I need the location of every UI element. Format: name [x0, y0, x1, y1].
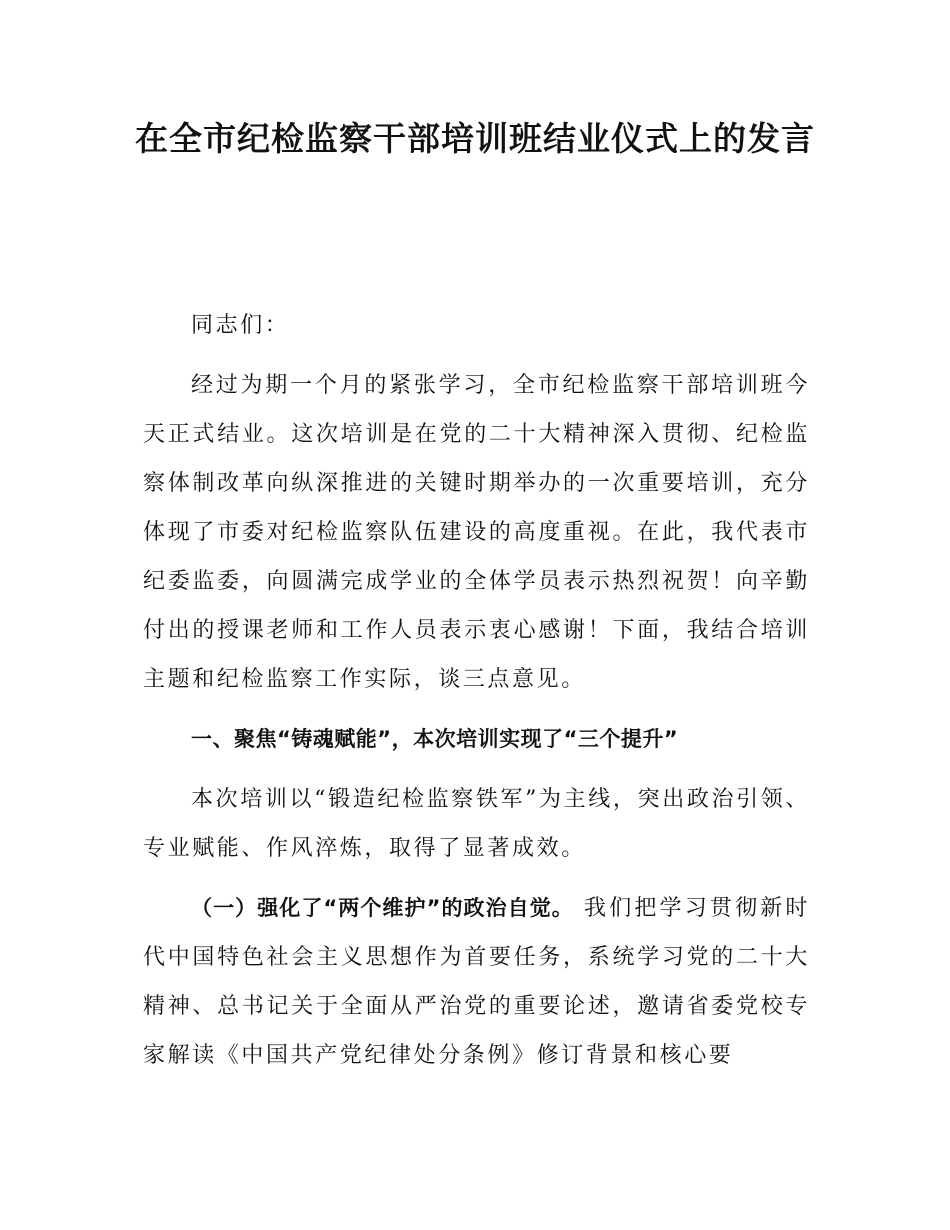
subsection-1-text: 我们把学习贯彻新时代中国特色社会主义思想作为首要任务，系统学习党的二十大精神、总书记关于全面从严治党的重要论述，邀请省委党校专家解读《中国共产党纪律处分条例》修订背景和核心要: [143, 896, 811, 1068]
document-body: [143, 301, 810, 1080]
paragraph-section-1-intro: 本次培训以“锻造纪检监察铁军”为主线，突出政治引领、专业赋能、作风淬炼，取得了显著成效。: [143, 787, 810, 861]
subsection-heading-1: （一）强化了“两个维护”的政治自觉。: [191, 896, 574, 920]
salutation: 同志们：: [191, 313, 290, 338]
document-title: 在全市纪检监察干部培训班结业仪式上的发言: [135, 119, 815, 158]
section-heading-1: 一、聚焦“铸魂赋能”，本次培训实现了“三个提升”: [191, 727, 679, 751]
paragraph-opening: 经过为期一个月的紧张学习，全市纪检监察干部培训班今天正式结业。这次培训是在党的二十大精神深入贯彻、纪检监察体制改革向纵深推进的关键时期举办的一次重要培训，充分体现了市委对纪检监察队伍建设的高度重视。在此，我代表市纪委监委，向圆满完成学业的全体学员表示热烈祝贺！向辛勤付出的授课老师和工作人员表示衷心感谢！下面，我结合培训主题和纪检监察工作实际，谈三点意见。: [143, 373, 810, 692]
paragraph-subsection-1: [143, 884, 810, 1080]
